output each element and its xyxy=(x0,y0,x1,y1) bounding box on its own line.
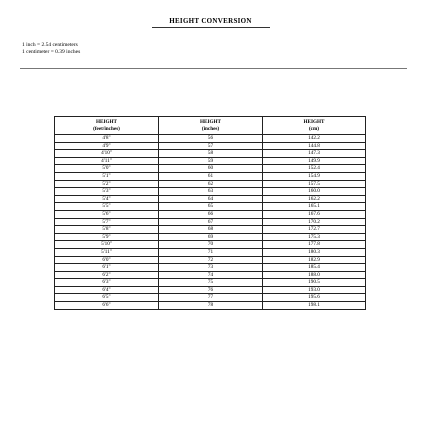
page-title: HEIGHT CONVERSION xyxy=(169,17,252,25)
cell-inches: 63 xyxy=(159,188,263,196)
cell-inches: 61 xyxy=(159,172,263,180)
table-row xyxy=(55,188,366,196)
cell-feet-inches: 4'9" xyxy=(55,142,159,150)
table-header-row xyxy=(55,117,366,135)
table-row xyxy=(55,180,366,188)
table-row xyxy=(55,226,366,234)
table-row xyxy=(55,210,366,218)
height-table-container xyxy=(54,116,365,310)
table-row xyxy=(55,218,366,226)
cell-inches: 71 xyxy=(159,248,263,256)
cell-feet-inches: 6'6" xyxy=(55,302,159,310)
header-unit: (cm) xyxy=(308,125,320,132)
cell-cm: 147.3 xyxy=(263,150,366,158)
header-cm xyxy=(263,117,366,135)
cell-cm: 182.9 xyxy=(263,256,366,264)
cell-feet-inches: 5'2" xyxy=(55,180,159,188)
cell-cm: 160.0 xyxy=(263,188,366,196)
table-row xyxy=(55,248,366,256)
cell-cm: 188.0 xyxy=(263,271,366,279)
table-row xyxy=(55,286,366,294)
cell-cm: 157.5 xyxy=(263,180,366,188)
cell-feet-inches: 6'5" xyxy=(55,294,159,302)
cell-feet-inches: 4'10" xyxy=(55,150,159,158)
table-row xyxy=(55,142,366,150)
note-inch-to-cm: 1 inch = 2.54 centimeters xyxy=(22,42,78,48)
cell-inches: 64 xyxy=(159,195,263,203)
header-label: HEIGHT xyxy=(199,118,222,125)
cell-feet-inches: 5'7" xyxy=(55,218,159,226)
cell-feet-inches: 6'1" xyxy=(55,264,159,272)
cell-inches: 62 xyxy=(159,180,263,188)
cell-feet-inches: 6'0" xyxy=(55,256,159,264)
note-cm-to-inch: 1 centimeter = 0.39 inches xyxy=(22,49,81,55)
cell-inches: 60 xyxy=(159,165,263,173)
cell-feet-inches: 5'6" xyxy=(55,210,159,218)
cell-inches: 68 xyxy=(159,226,263,234)
cell-cm: 154.9 xyxy=(263,172,366,180)
title-underline xyxy=(152,27,270,28)
table-row xyxy=(55,157,366,165)
cell-inches: 74 xyxy=(159,271,263,279)
cell-inches: 72 xyxy=(159,256,263,264)
cell-feet-inches: 6'3" xyxy=(55,279,159,287)
header-label: HEIGHT xyxy=(95,118,118,125)
cell-cm: 175.3 xyxy=(263,233,366,241)
cell-cm: 170.2 xyxy=(263,218,366,226)
cell-cm: 162.2 xyxy=(263,195,366,203)
table-row xyxy=(55,135,366,143)
table-row xyxy=(55,150,366,158)
cell-inches: 73 xyxy=(159,264,263,272)
cell-feet-inches: 5'1" xyxy=(55,172,159,180)
table-row xyxy=(55,241,366,249)
cell-feet-inches: 5'4" xyxy=(55,195,159,203)
cell-feet-inches: 5'3" xyxy=(55,188,159,196)
cell-inches: 70 xyxy=(159,241,263,249)
table-row xyxy=(55,203,366,211)
cell-cm: 193.0 xyxy=(263,286,366,294)
table-row xyxy=(55,294,366,302)
header-unit: (inches) xyxy=(201,125,220,132)
table-row xyxy=(55,264,366,272)
cell-feet-inches: 5'10" xyxy=(55,241,159,249)
cell-cm: 152.4 xyxy=(263,165,366,173)
header-unit: (feet/inches) xyxy=(93,125,120,132)
cell-feet-inches: 4'11" xyxy=(55,157,159,165)
conversion-notes xyxy=(22,42,80,56)
cell-cm: 142.2 xyxy=(263,135,366,143)
table-row xyxy=(55,271,366,279)
cell-inches: 59 xyxy=(159,157,263,165)
cell-cm: 185.4 xyxy=(263,264,366,272)
cell-feet-inches: 6'2" xyxy=(55,271,159,279)
table-row xyxy=(55,165,366,173)
cell-cm: 195.6 xyxy=(263,294,366,302)
cell-cm: 190.5 xyxy=(263,279,366,287)
table-row xyxy=(55,279,366,287)
table-row xyxy=(55,256,366,264)
table-row xyxy=(55,302,366,310)
cell-inches: 58 xyxy=(159,150,263,158)
table-body xyxy=(55,135,366,310)
cell-inches: 66 xyxy=(159,210,263,218)
cell-inches: 57 xyxy=(159,142,263,150)
height-conversion-table xyxy=(54,116,366,310)
cell-inches: 69 xyxy=(159,233,263,241)
cell-cm: 165.1 xyxy=(263,203,366,211)
cell-feet-inches: 5'8" xyxy=(55,226,159,234)
cell-inches: 76 xyxy=(159,286,263,294)
cell-cm: 149.9 xyxy=(263,157,366,165)
cell-inches: 65 xyxy=(159,203,263,211)
cell-inches: 78 xyxy=(159,302,263,310)
table-row xyxy=(55,233,366,241)
cell-inches: 75 xyxy=(159,279,263,287)
notes-divider xyxy=(20,68,407,69)
cell-feet-inches: 5'0" xyxy=(55,165,159,173)
header-label: HEIGHT xyxy=(303,118,325,125)
header-feet-inches xyxy=(55,117,159,135)
cell-feet-inches: 5'5" xyxy=(55,203,159,211)
header-inches xyxy=(159,117,263,135)
table-row xyxy=(55,195,366,203)
cell-cm: 198.1 xyxy=(263,302,366,310)
cell-cm: 172.7 xyxy=(263,226,366,234)
cell-cm: 167.6 xyxy=(263,210,366,218)
cell-inches: 56 xyxy=(159,135,263,143)
table-row xyxy=(55,172,366,180)
cell-feet-inches: 5'9" xyxy=(55,233,159,241)
cell-cm: 177.8 xyxy=(263,241,366,249)
cell-cm: 144.8 xyxy=(263,142,366,150)
cell-cm: 180.3 xyxy=(263,248,366,256)
cell-feet-inches: 6'4" xyxy=(55,286,159,294)
cell-feet-inches: 4'8" xyxy=(55,135,159,143)
cell-feet-inches: 5'11" xyxy=(55,248,159,256)
cell-inches: 67 xyxy=(159,218,263,226)
cell-inches: 77 xyxy=(159,294,263,302)
